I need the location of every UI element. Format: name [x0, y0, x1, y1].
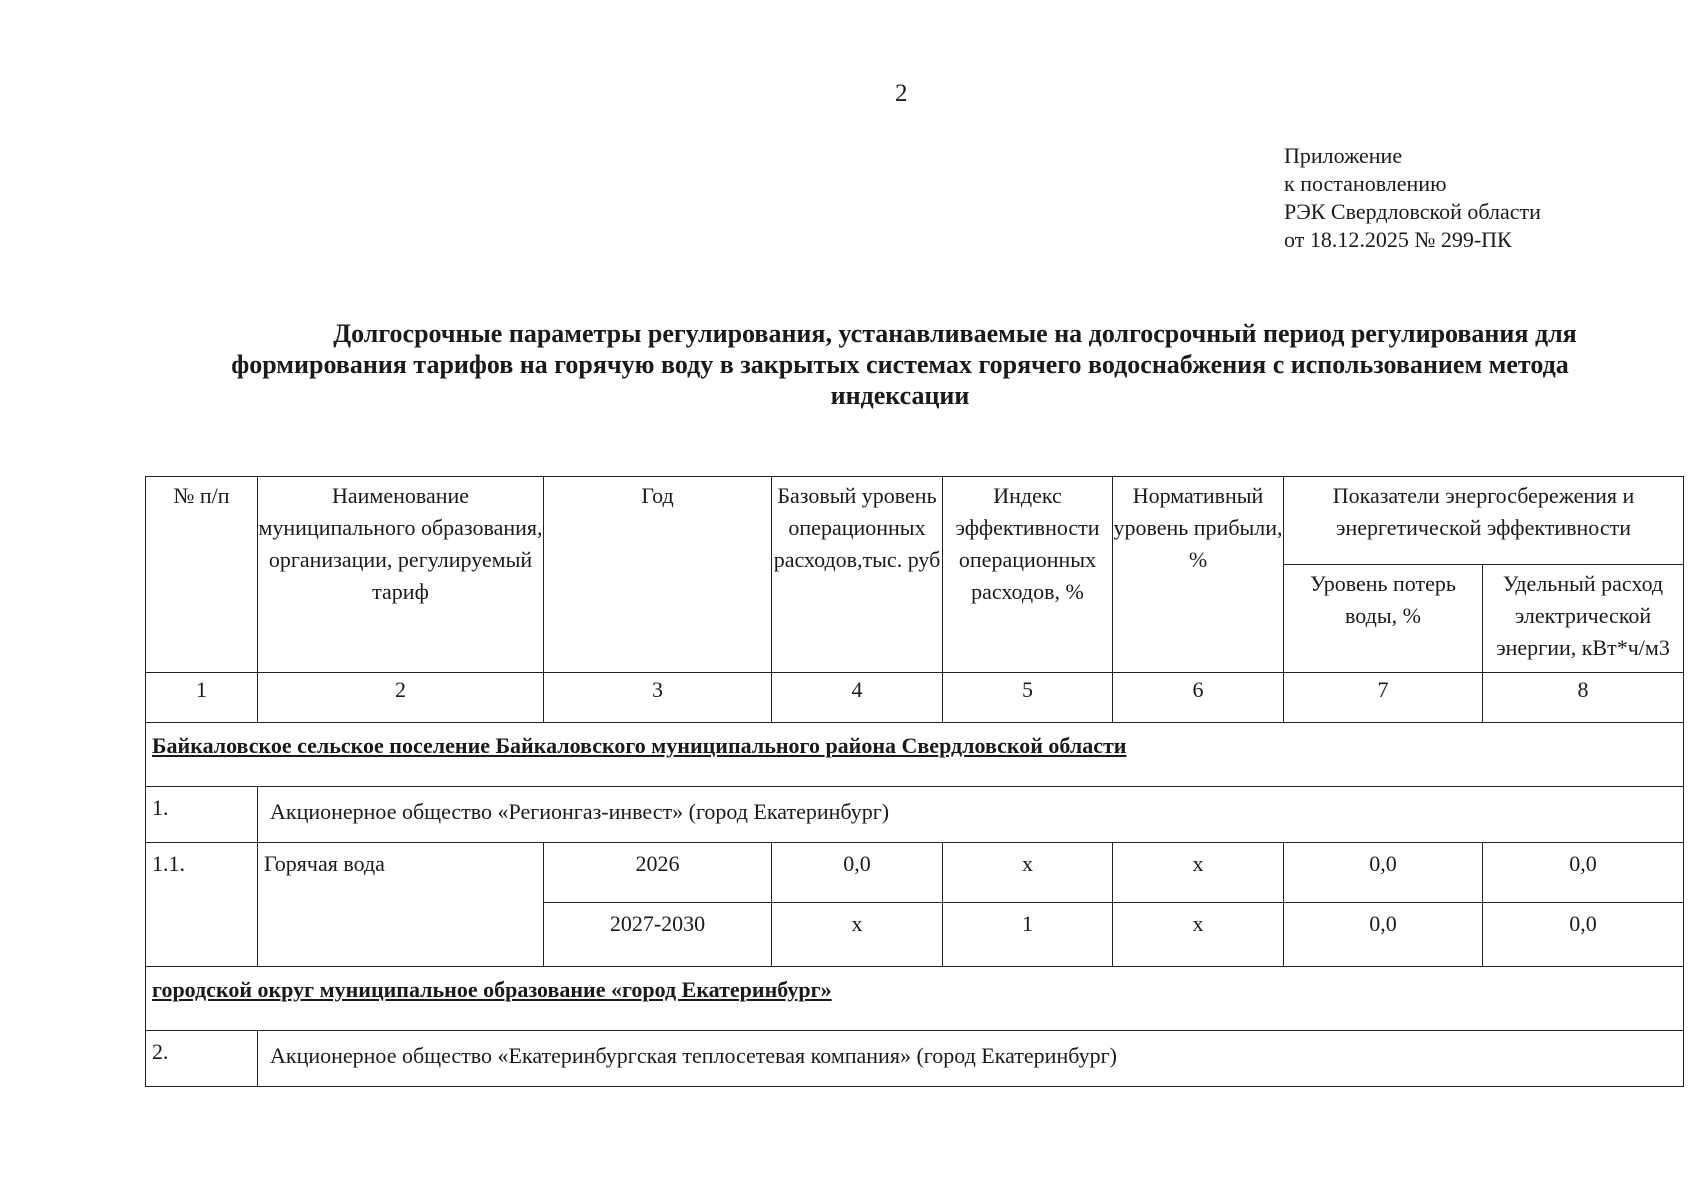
header-col-energy-consumption: Удельный расход электрической энергии, кВт*ч/м3 — [1483, 565, 1684, 673]
header-col-number: № п/п — [146, 477, 258, 673]
appendix-block — [1284, 142, 1541, 254]
cell-energy-consumption: 0,0 — [1483, 843, 1684, 903]
title-line: индексации — [830, 381, 970, 410]
section-row — [146, 723, 1684, 787]
tariff-name: Горячая вода — [258, 843, 544, 967]
organization-row — [146, 1031, 1684, 1087]
row-index: 1.1. — [146, 843, 258, 967]
section-title-text: Байкаловское сельское поселение Байкаловского муниципального района Свердловской области — [152, 733, 1127, 758]
appendix-line: к постановлению — [1284, 171, 1447, 196]
section-row — [146, 967, 1684, 1031]
cell-profit-level: х — [1113, 903, 1284, 967]
header-row — [146, 477, 1684, 565]
title-line: Долгосрочные параметры регулирования, устанавливаемые на долгосрочный период регулирования для — [333, 319, 1577, 348]
data-row — [146, 843, 1684, 903]
page-number: 2 — [895, 80, 908, 107]
cell-efficiency-index: х — [943, 843, 1113, 903]
appendix-line: РЭК Свердловской области — [1284, 199, 1541, 224]
header-energy-group: Показатели энергосбережения и энергетической эффективности — [1284, 477, 1684, 565]
header-col-name: Наименование муниципального образования, организации, регулируемый тариф — [258, 477, 544, 673]
header-col-year: Год — [544, 477, 772, 673]
cell-water-loss: 0,0 — [1284, 843, 1483, 903]
cell-water-loss: 0,0 — [1284, 903, 1483, 967]
cell-year: 2026 — [544, 843, 772, 903]
header-col-efficiency-index: Индекс эффективности операционных расходов, % — [943, 477, 1113, 673]
header-col-water-loss: Уровень потерь воды, % — [1284, 565, 1483, 673]
cell-base-expenses: 0,0 — [772, 843, 943, 903]
column-number: 3 — [544, 673, 772, 723]
column-number: 2 — [258, 673, 544, 723]
cell-efficiency-index: 1 — [943, 903, 1113, 967]
parameters-table — [145, 476, 1684, 1087]
title-line: формирования тарифов на горячую воду в закрытых системах горячего водоснабжения с использованием метода — [231, 350, 1569, 379]
column-numbers-row — [146, 673, 1684, 723]
header-col-profit-level: Нормативный уровень прибыли, % — [1113, 477, 1284, 673]
column-number: 7 — [1284, 673, 1483, 723]
organization-row — [146, 787, 1684, 843]
cell-base-expenses: х — [772, 903, 943, 967]
row-index: 1. — [146, 787, 258, 843]
column-number: 4 — [772, 673, 943, 723]
column-number: 6 — [1113, 673, 1284, 723]
column-number: 8 — [1483, 673, 1684, 723]
cell-year: 2027-2030 — [544, 903, 772, 967]
row-index: 2. — [146, 1031, 258, 1087]
organization-name: Акционерное общество «Екатеринбургская теплосетевая компания» (город Екатеринбург) — [258, 1031, 1684, 1087]
section-title — [146, 723, 1684, 787]
section-title-text: городской округ муниципальное образование «город Екатеринбург» — [152, 977, 832, 1002]
section-title — [146, 967, 1684, 1031]
column-number: 5 — [943, 673, 1113, 723]
cell-energy-consumption: 0,0 — [1483, 903, 1684, 967]
column-number: 1 — [146, 673, 258, 723]
document-title — [150, 318, 1650, 411]
appendix-line: Приложение — [1284, 143, 1403, 168]
appendix-line: от 18.12.2025 № 299-ПК — [1284, 227, 1512, 252]
header-col-base-expenses: Базовый уровень операционных расходов,тыс. руб — [772, 477, 943, 673]
cell-profit-level: х — [1113, 843, 1284, 903]
organization-name: Акционерное общество «Регионгаз-инвест» (город Екатеринбург) — [258, 787, 1684, 843]
